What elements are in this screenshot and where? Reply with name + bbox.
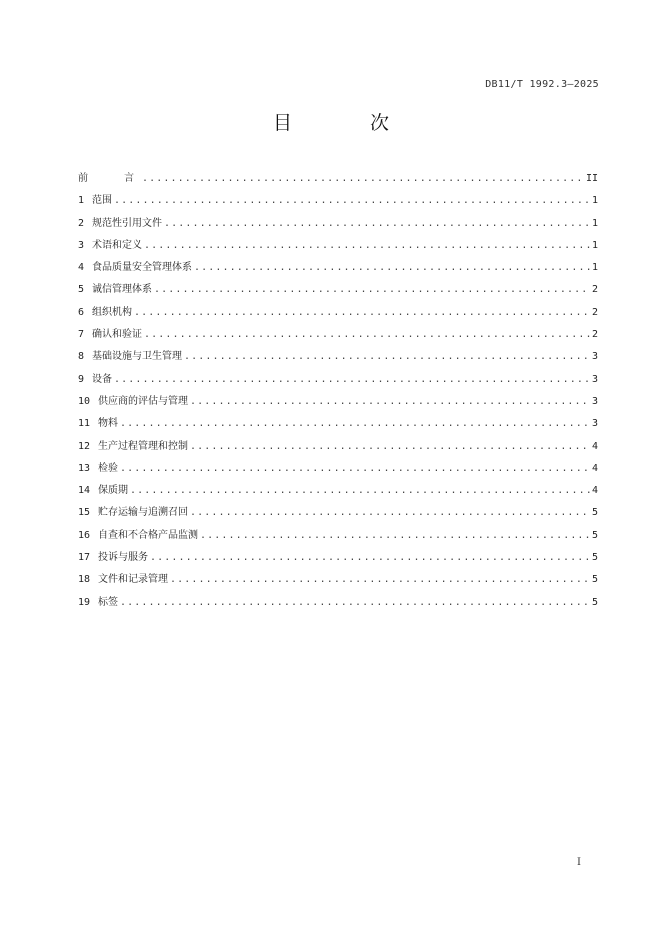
toc-entry-page: 4: [591, 485, 598, 497]
toc-entry-number: 4: [78, 262, 85, 274]
toc-entry-number: 12: [78, 440, 91, 452]
toc-entry[interactable]: [78, 437, 598, 459]
toc-entry-number: 8: [78, 351, 85, 363]
toc-entry-number: 15: [78, 507, 91, 519]
page-number: I: [577, 857, 581, 868]
toc-dot-leader: [144, 329, 590, 340]
toc-entry-label: 范围: [92, 195, 113, 207]
toc-entry-label: 基础设施与卫生管理: [92, 351, 183, 363]
toc-entry-page: 2: [591, 329, 598, 341]
toc-entry-number: 16: [78, 529, 91, 541]
toc-entry[interactable]: [78, 503, 598, 525]
toc-entry[interactable]: [78, 169, 598, 191]
toc-entry-page: II: [585, 173, 598, 184]
toc-entry[interactable]: [78, 347, 598, 369]
toc-dot-leader: [164, 218, 590, 229]
toc-entry-label: 自查和不合格产品监测: [98, 529, 199, 541]
toc-entry-page: 5: [591, 507, 598, 519]
toc-entry-number: 14: [78, 485, 91, 497]
toc-entry-page: 5: [591, 529, 598, 541]
toc-entry-label: 生产过程管理和控制: [98, 440, 189, 452]
toc-dot-leader: [154, 284, 590, 295]
table-of-contents: [78, 169, 598, 615]
toc-entry[interactable]: [78, 414, 598, 436]
toc-entry-label: 保质期: [98, 485, 129, 497]
toc-dot-leader: [134, 307, 590, 318]
toc-entry-number: 6: [78, 306, 85, 318]
toc-entry[interactable]: [78, 481, 598, 503]
toc-entry-label: 组织机构: [92, 306, 133, 318]
toc-entry-page: 3: [591, 373, 598, 385]
toc-entry[interactable]: [78, 570, 598, 592]
toc-entry[interactable]: [78, 370, 598, 392]
toc-dot-leader: [184, 351, 590, 362]
toc-entry[interactable]: [78, 191, 598, 213]
toc-entry-label: 检验: [98, 462, 119, 474]
toc-entry[interactable]: [78, 548, 598, 570]
toc-entry-label: 供应商的评估与管理: [98, 395, 189, 407]
toc-entry-page: 4: [591, 462, 598, 474]
toc-entry-label: 术语和定义: [92, 239, 143, 251]
toc-entry[interactable]: [78, 236, 598, 258]
toc-entry-label: 前言: [78, 173, 170, 184]
toc-entry-label: 规范性引用文件: [92, 217, 163, 229]
toc-entry-label: 贮存运输与追溯召回: [98, 507, 189, 519]
toc-dot-leader: [150, 552, 590, 563]
toc-dot-leader: [130, 485, 590, 496]
toc-entry-number: 2: [78, 217, 85, 229]
toc-entry-number: 7: [78, 329, 85, 341]
toc-entry-label: 文件和记录管理: [98, 574, 169, 586]
toc-dot-leader: [114, 195, 590, 206]
toc-entry-page: 1: [591, 239, 598, 251]
toc-entry-page: 2: [591, 306, 598, 318]
toc-entry[interactable]: [78, 258, 598, 280]
toc-dot-leader: [142, 173, 584, 184]
standard-number: DB11/T 1992.3—2025: [485, 79, 599, 90]
toc-entry-number: 1: [78, 195, 85, 207]
toc-entry-page: 4: [591, 440, 598, 452]
toc-entry-label: 投诉与服务: [98, 552, 149, 564]
toc-dot-leader: [120, 463, 590, 474]
toc-entry-label: 诚信管理体系: [92, 284, 153, 296]
toc-entry-label: 食品质量安全管理体系: [92, 262, 193, 274]
toc-entry-number: 19: [78, 596, 91, 608]
toc-dot-leader: [120, 597, 590, 608]
toc-entry-page: 5: [591, 574, 598, 586]
toc-entry-page: 1: [591, 195, 598, 207]
toc-dot-leader: [114, 374, 590, 385]
toc-entry-number: 17: [78, 552, 91, 564]
toc-dot-leader: [194, 262, 590, 273]
toc-entry-number: 9: [78, 373, 85, 385]
toc-entry[interactable]: [78, 459, 598, 481]
toc-dot-leader: [170, 574, 590, 585]
toc-entry-number: 3: [78, 239, 85, 251]
toc-entry[interactable]: [78, 392, 598, 414]
toc-entry[interactable]: [78, 280, 598, 302]
page-title: 目 次: [272, 112, 426, 134]
toc-entry-page: 3: [591, 395, 598, 407]
toc-dot-leader: [190, 441, 590, 452]
toc-entry-number: 5: [78, 284, 85, 296]
toc-entry-number: 11: [78, 418, 91, 430]
toc-entry-label: 标签: [98, 596, 119, 608]
toc-entry[interactable]: [78, 303, 598, 325]
toc-entry-page: 1: [591, 217, 598, 229]
toc-entry-page: 1: [591, 262, 598, 274]
toc-entry[interactable]: [78, 593, 598, 615]
toc-entry-page: 3: [591, 418, 598, 430]
toc-entry-number: 18: [78, 574, 91, 586]
toc-dot-leader: [190, 396, 590, 407]
toc-entry-number: 13: [78, 462, 91, 474]
toc-entry-label: 物料: [98, 418, 119, 430]
toc-entry-label: 确认和验证: [92, 329, 143, 341]
toc-entry-label: 设备: [92, 373, 113, 385]
toc-entry-page: 2: [591, 284, 598, 296]
toc-entry[interactable]: [78, 214, 598, 236]
toc-dot-leader: [190, 507, 590, 518]
toc-dot-leader: [200, 530, 590, 541]
toc-entry[interactable]: [78, 526, 598, 548]
toc-entry-page: 5: [591, 552, 598, 564]
toc-dot-leader: [144, 240, 590, 251]
toc-entry[interactable]: [78, 325, 598, 347]
toc-entry-page: 3: [591, 351, 598, 363]
toc-dot-leader: [120, 418, 590, 429]
toc-entry-number: 10: [78, 395, 91, 407]
toc-entry-page: 5: [591, 596, 598, 608]
